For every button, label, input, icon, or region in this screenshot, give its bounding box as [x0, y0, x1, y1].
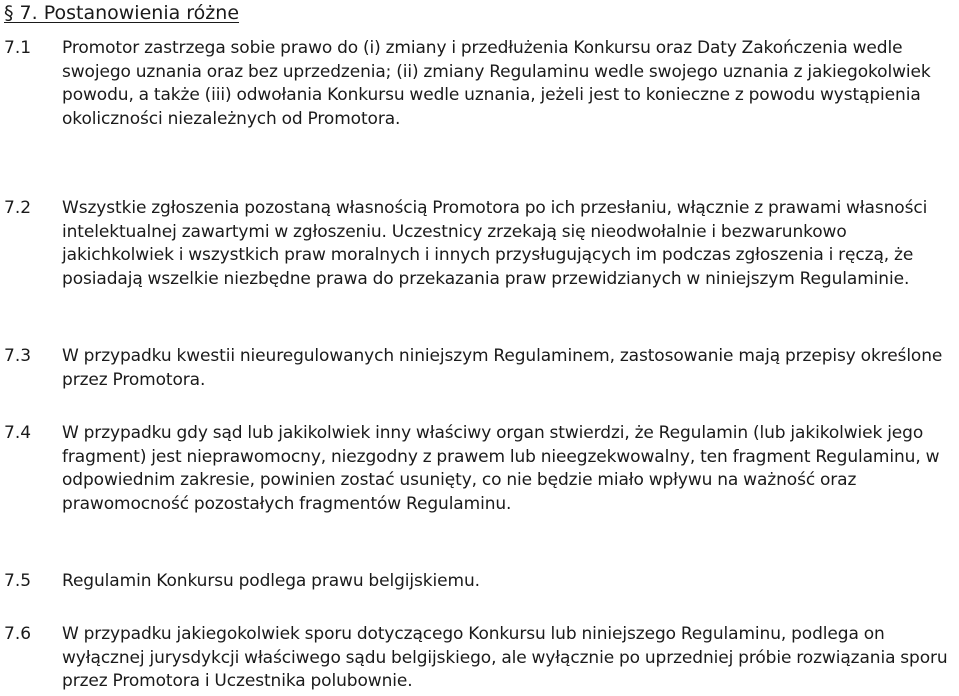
clause-text: Wszystkie zgłoszenia pozostaną własnością Promotora po ich przesłaniu, włącznie z prawami własności intelektualnej zawartymi w zgłoszeniu. Uczestnicy zrzekają się nieodwołalnie i bezwarunkowo jakichkolwiek i wszystkich praw moralnych i innych przysługujących im podczas zgłoszenia i ręczą, że posiadają wszelkie niezbędne prawa do przekazania praw przewidzianych w niniejszym Regulaminie.	[62, 198, 928, 289]
clause-7-1	[4, 37, 956, 131]
clause-number: 7.1	[4, 38, 32, 58]
clause-number: 7.4	[4, 423, 32, 443]
clause-text: Promotor zastrzega sobie prawo do (i) zmiany i przedłużenia Konkursu oraz Daty Zakończenia wedle swojego uznania oraz bez uprzedzenia; (ii) zmiany Regulaminu wedle swojego uznania z jakiegokolwiek powodu, a także (iii) odwołania Konkursu wedle uznania, jeżeli jest to konieczne z powodu wystąpienia okoliczności niezależnych od Promotora.	[62, 38, 931, 129]
clause-text: W przypadku gdy sąd lub jakikolwiek inny właściwy organ stwierdzi, że Regulamin (lub jakikolwiek jego fragment) jest nieprawomocny, niezgodny z prawem lub nieegzekwowalny, ten fragment Regulaminu, w odpowiednim zakresie, powinien zostać usunięty, co nie będzie miało wpływu na ważność oraz prawomocność pozostałych fragmentów Regulaminu.	[62, 423, 940, 514]
clause-number: 7.3	[4, 346, 32, 366]
clause-number: 7.2	[4, 198, 32, 218]
clause-number: 7.5	[4, 571, 32, 591]
clause-7-6	[4, 623, 956, 694]
clause-text: W przypadku kwestii nieuregulowanych niniejszym Regulaminem, zastosowanie mają przepisy określone przez Promotora.	[62, 346, 943, 390]
section-heading: § 7. Postanowienia różne	[4, 2, 240, 24]
clause-7-4	[4, 422, 956, 516]
clause-text: W przypadku jakiegokolwiek sporu dotyczącego Konkursu lub niniejszego Regulaminu, podlega on wyłącznej jurysdykcji właściwego sądu belgijskiego, ale wyłącznie po uprzedniej próbie rozwiązania sporu przez Promotora i Uczestnika polubownie.	[62, 624, 948, 692]
clause-7-2	[4, 197, 956, 291]
clause-7-3	[4, 345, 956, 392]
clause-text: Regulamin Konkursu podlega prawu belgijskiemu.	[62, 571, 480, 591]
clause-7-5	[4, 570, 956, 594]
clause-number: 7.6	[4, 624, 32, 644]
